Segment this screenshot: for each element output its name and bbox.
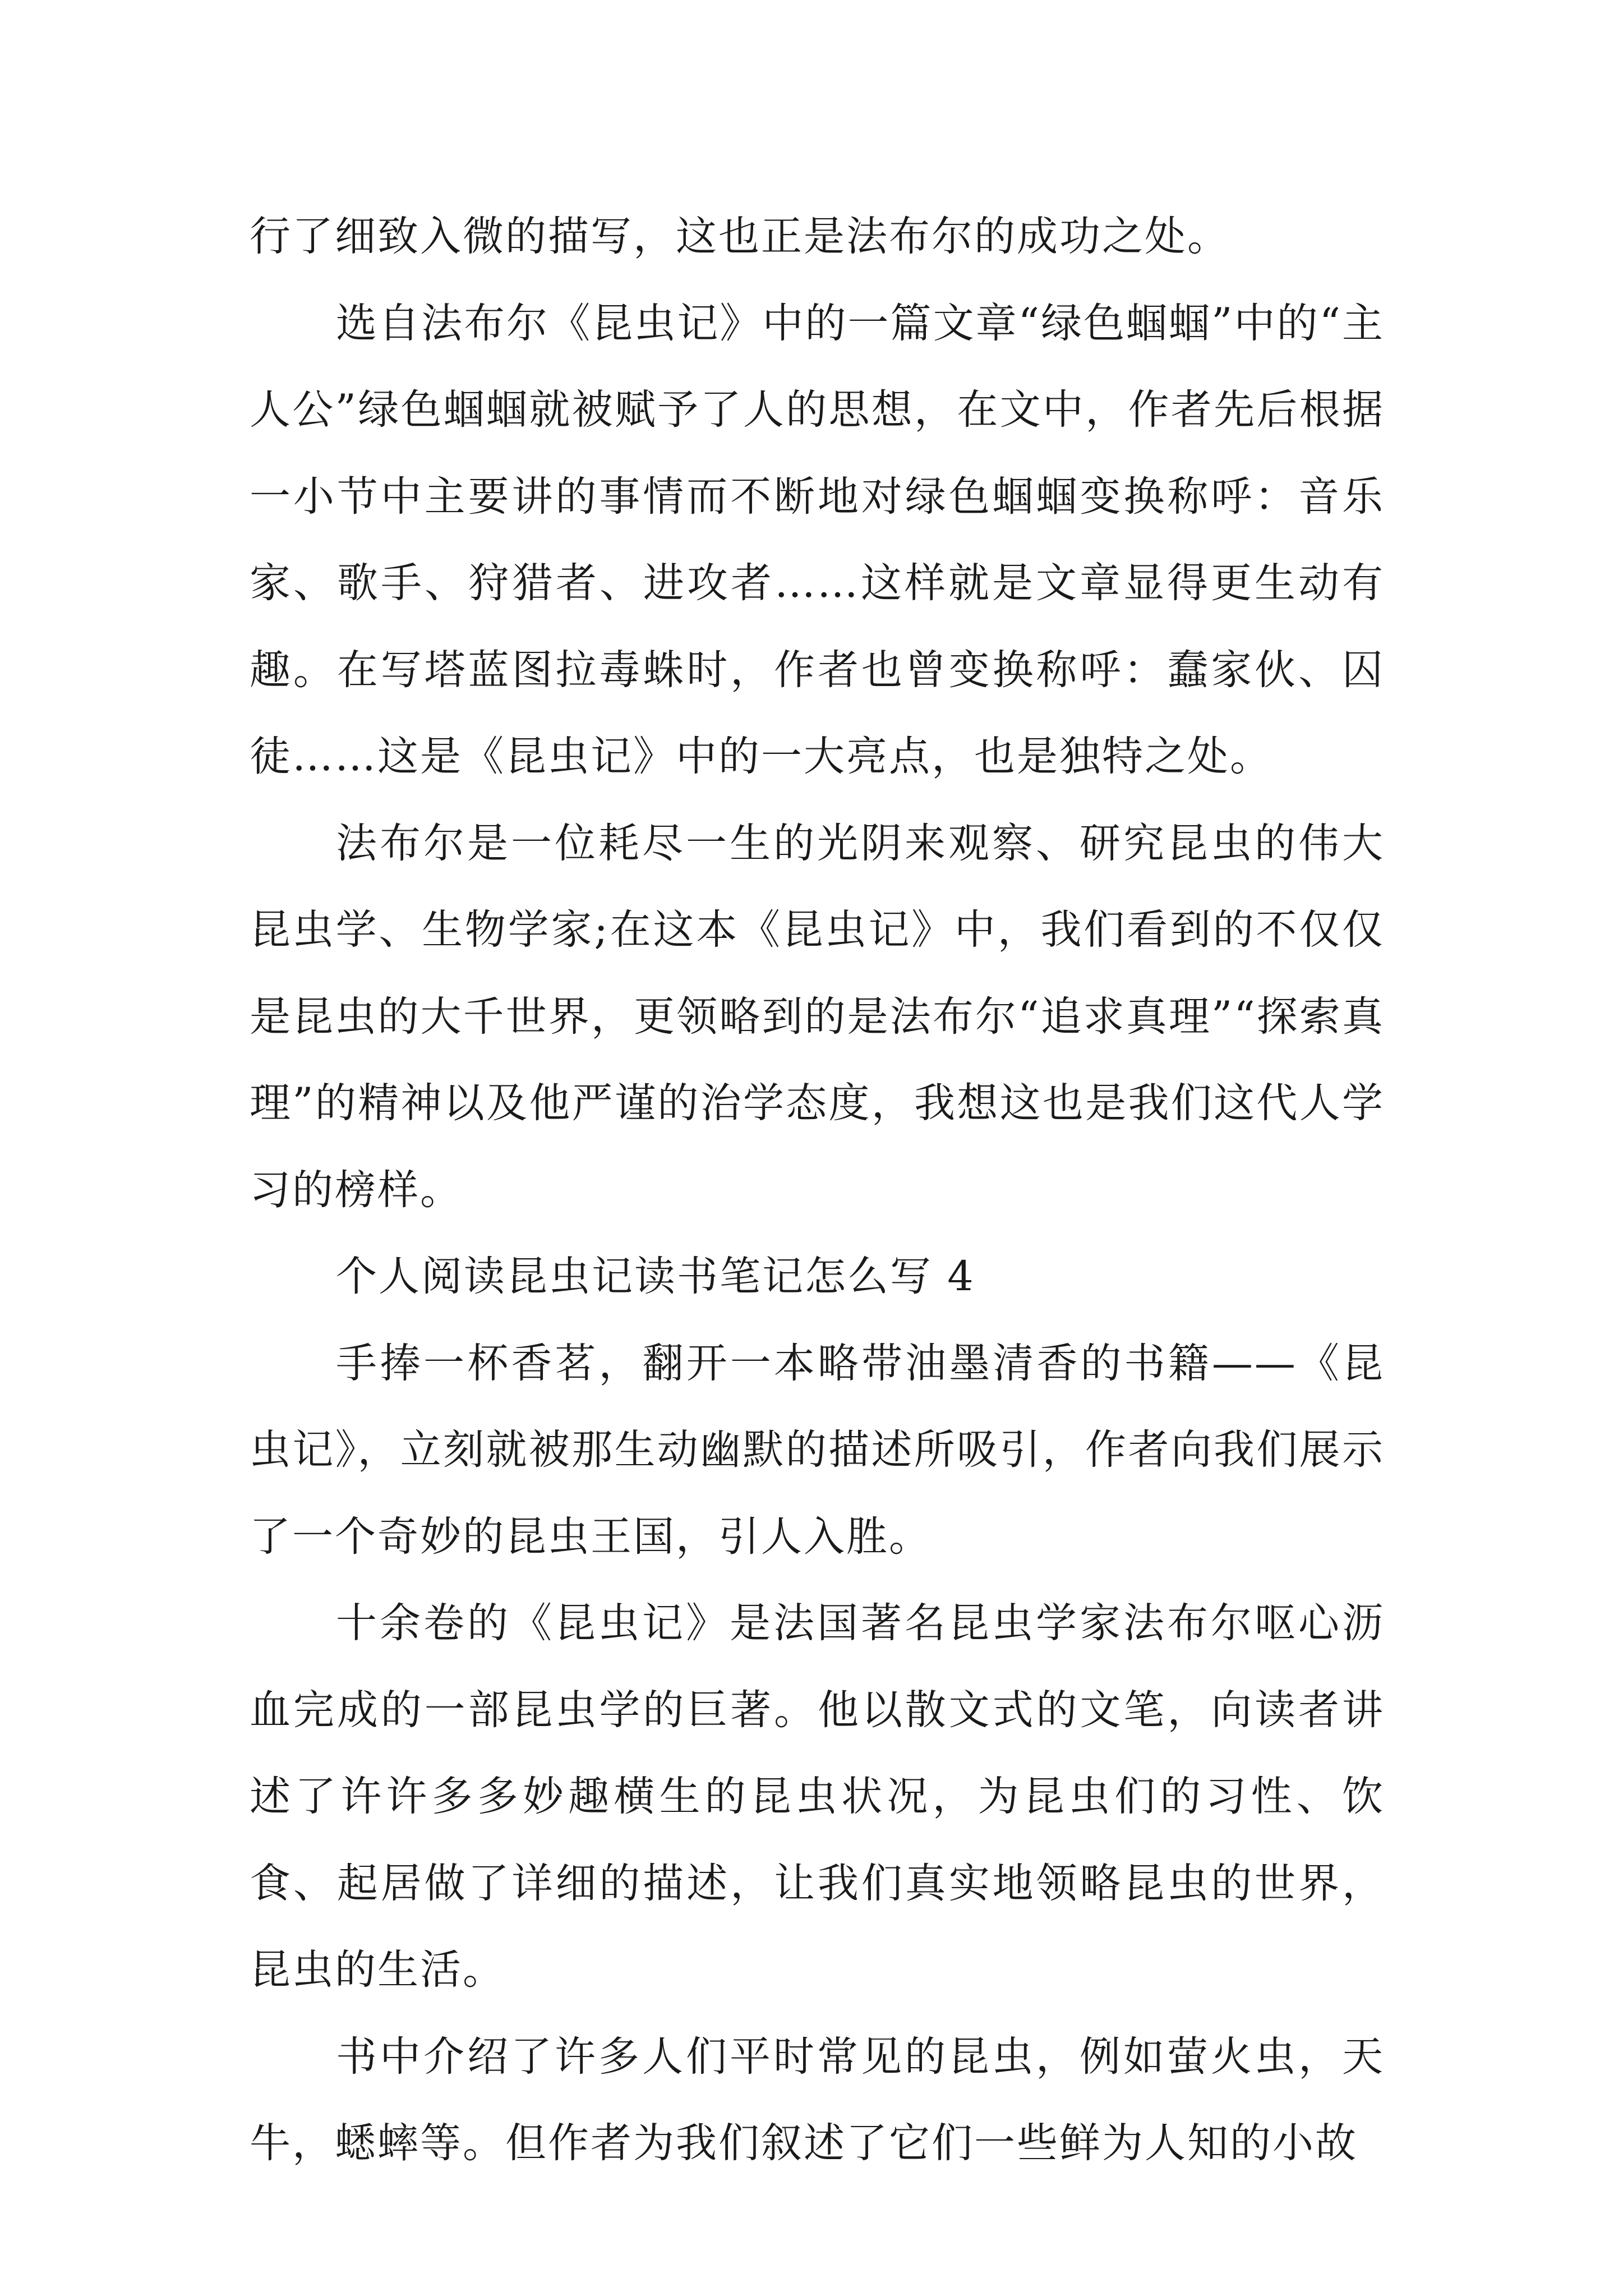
paragraph-green-katydid: 选自法布尔《昆虫记》中的一篇文章“绿色蝈蝈”中的“主人公”绿色蝈蝈就被赋予了人的思想，在文中，作者先后根据一小节中主要讲的事情而不断地对绿色蝈蝈变换称呼：音乐家、歌手、狩猎者、进攻者……这样就是文章显得更生动有趣。在写塔蓝图拉毒蛛时，作者也曾变换称呼：蠢家伙、囚徒……这是《昆虫记》中的一大亮点，也是独特之处。 <box>250 299 1385 780</box>
paragraph-opening-book: 手捧一杯香茗，翻开一本略带油墨清香的书籍——《昆虫记》，立刻就被那生动幽默的描述所吸引，作者向我们展示了一个奇妙的昆虫王国，引人入胜。 <box>250 1339 1385 1561</box>
paragraph-common-insects: 书中介绍了许多人们平时常见的昆虫，例如萤火虫，天牛，蟋蟀等。但作者为我们叙述了它们一些鲜为人知的小故 <box>250 2032 1385 2167</box>
paragraph-continuation: 行了细致入微的描写，这也正是法布尔的成功之处。 <box>250 213 1230 260</box>
document-body <box>250 194 1385 2187</box>
paragraph-fabre-scientist: 法布尔是一位耗尽一生的光阴来观察、研究昆虫的伟大昆虫学、生物学家;在这本《昆虫记》中，我们看到的不仅仅是昆虫的大千世界，更领略到的是法布尔“追求真理”“探索真理”的精神以及他严谨的治学态度，我想这也是我们这代人学习的榜样。 <box>250 819 1385 1214</box>
section-heading: 个人阅读昆虫记读书笔记怎么写 4 <box>336 1253 975 1300</box>
paragraph-ten-volumes: 十余卷的《昆虫记》是法国著名昆虫学家法布尔呕心沥血完成的一部昆虫学的巨著。他以散文式的文笔，向读者讲述了许许多多妙趣横生的昆虫状况，为昆虫们的习性、饮食、起居做了详细的描述，让我们真实地领略昆虫的世界，昆虫的生活。 <box>250 1599 1385 1994</box>
